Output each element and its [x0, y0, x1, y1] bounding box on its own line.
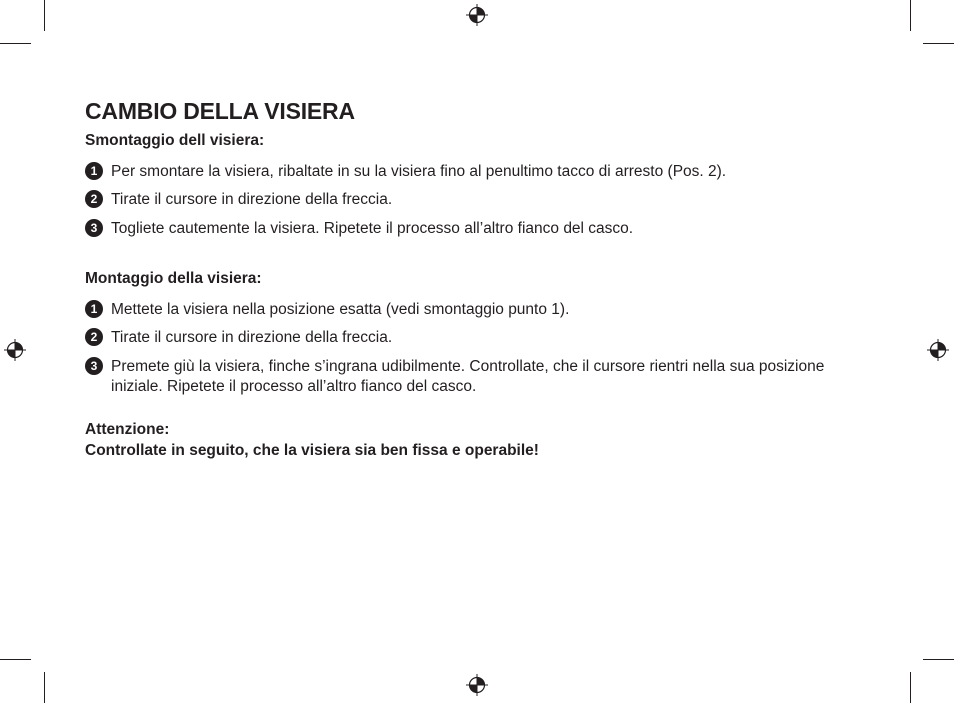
assembly-heading: Montaggio della visiera:	[85, 270, 262, 287]
disassembly-step-3	[85, 219, 825, 238]
crop-mark-top-left-horizontal	[0, 43, 31, 44]
crop-mark-bottom-right-vertical	[910, 672, 911, 703]
page-title: CAMBIO DELLA VISIERA	[85, 98, 355, 124]
registration-mark-icon	[4, 339, 26, 361]
step-number-badge: 3	[85, 219, 103, 237]
step-number-badge: 2	[85, 190, 103, 208]
crop-mark-bottom-right-horizontal	[923, 659, 954, 660]
step-text: Premete giù la visiera, finche s’ingrana udibilmente. Controllate, che il cursore rientri nella sua posizione iniziale. Ripetete il processo all’altro fianco del casco.	[111, 358, 825, 395]
crop-mark-bottom-left-horizontal	[0, 659, 31, 660]
registration-mark-icon	[466, 674, 488, 696]
step-text: Togliete cautemente la visiera. Ripetete il processo all’altro fianco del casco.	[111, 220, 634, 237]
document-content	[85, 96, 825, 461]
step-text: Tirate il cursore in direzione della freccia.	[111, 191, 393, 208]
registration-mark-icon	[927, 339, 949, 361]
step-text: Per smontare la visiera, ribaltate in su la visiera fino al penultimo tacco di arresto (Pos. 2).	[111, 163, 727, 180]
disassembly-heading: Smontaggio dell visiera:	[85, 132, 265, 149]
step-text: Mettete la visiera nella posizione esatta (vedi smontaggio punto 1).	[111, 301, 570, 318]
disassembly-step-2	[85, 190, 825, 209]
crop-mark-bottom-left-vertical	[44, 672, 45, 703]
step-number-badge: 1	[85, 162, 103, 180]
crop-mark-top-right-horizontal	[923, 43, 954, 44]
step-number-badge: 2	[85, 328, 103, 346]
crop-mark-top-right-vertical	[910, 0, 911, 31]
assembly-step-1	[85, 300, 825, 319]
disassembly-step-1	[85, 162, 825, 181]
assembly-step-2	[85, 328, 825, 347]
step-number-badge: 1	[85, 300, 103, 318]
step-text: Tirate il cursore in direzione della freccia.	[111, 329, 393, 346]
warning-text: Controllate in seguito, che la visiera sia ben fissa e operabile!	[85, 442, 539, 459]
crop-mark-top-left-vertical	[44, 0, 45, 31]
step-number-badge: 3	[85, 357, 103, 375]
registration-mark-icon	[466, 4, 488, 26]
assembly-step-3	[85, 357, 825, 397]
warning-label: Attenzione:	[85, 421, 170, 438]
